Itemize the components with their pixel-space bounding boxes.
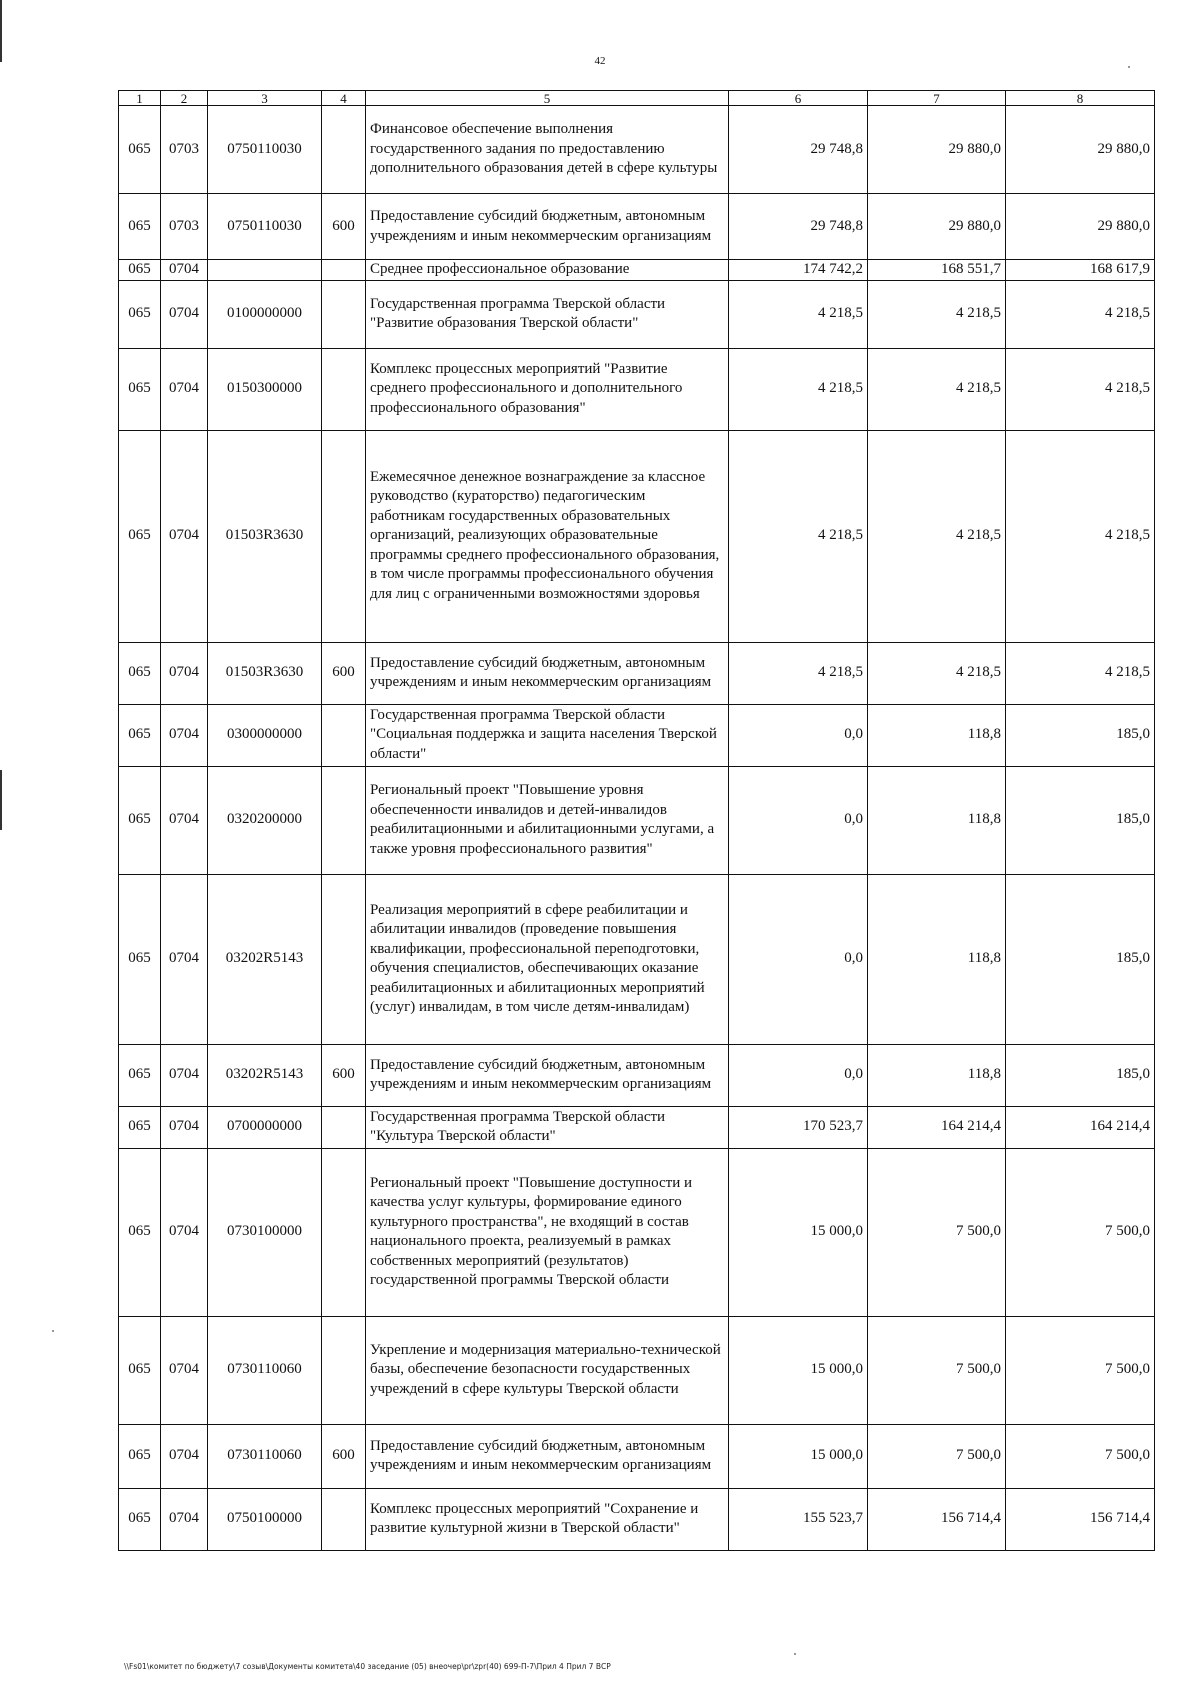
section-code-cell: 0704 xyxy=(161,1148,208,1316)
target-item-cell: 01503R3630 xyxy=(208,430,322,642)
section-code-cell: 0704 xyxy=(161,348,208,430)
target-item-cell: 0100000000 xyxy=(208,280,322,348)
expense-type-cell: 600 xyxy=(322,194,366,260)
amount-col7-cell: 7 500,0 xyxy=(868,1148,1006,1316)
section-code-cell: 0704 xyxy=(161,1316,208,1424)
target-item-cell: 0750100000 xyxy=(208,1488,322,1550)
expense-type-cell xyxy=(322,430,366,642)
amount-col8-cell: 4 218,5 xyxy=(1006,430,1155,642)
column-header: 5 xyxy=(366,91,729,106)
amount-col8-cell: 4 218,5 xyxy=(1006,348,1155,430)
expense-type-cell: 600 xyxy=(322,1044,366,1106)
ved-code-cell: 065 xyxy=(119,1316,161,1424)
amount-col6-cell: 29 748,8 xyxy=(729,194,868,260)
table-row xyxy=(119,280,1155,348)
section-code-cell: 0704 xyxy=(161,260,208,281)
amount-col8-cell: 7 500,0 xyxy=(1006,1148,1155,1316)
amount-col8-cell: 168 617,9 xyxy=(1006,260,1155,281)
item-name-cell: Реализация мероприятий в сфере реабилитации и абилитации инвалидов (проведение повышения квалификации, профессиональной переподготовки, обучения специалистов, обеспечивающих оказание реабилитационных и абилитационных мероприятий (услуг) инвалидам, в том числе детям-инвалидам) xyxy=(366,874,729,1044)
section-code-cell: 0704 xyxy=(161,874,208,1044)
table-row xyxy=(119,430,1155,642)
expense-type-cell xyxy=(322,1148,366,1316)
item-name-cell: Предоставление субсидий бюджетным, автономным учреждениям и иным некоммерческим организациям xyxy=(366,642,729,704)
amount-col8-cell: 4 218,5 xyxy=(1006,280,1155,348)
footer-file-path: \\Fs01\комитет по бюджету\7 созыв\Документы комитета\40 заседание (05) внеочер\pr\zpr(40) 699-П-7\Прил 4 Прил 7 ВСР xyxy=(124,1662,611,1671)
scan-speck xyxy=(794,1653,796,1655)
ved-code-cell: 065 xyxy=(119,1424,161,1488)
amount-col6-cell: 0,0 xyxy=(729,1044,868,1106)
target-item-cell xyxy=(208,260,322,281)
budget-table xyxy=(118,90,1155,1551)
table-row xyxy=(119,704,1155,766)
table-row xyxy=(119,1424,1155,1488)
expense-type-cell xyxy=(322,106,366,194)
column-number-row xyxy=(119,91,1155,106)
amount-col7-cell: 29 880,0 xyxy=(868,106,1006,194)
amount-col8-cell: 185,0 xyxy=(1006,874,1155,1044)
column-header: 6 xyxy=(729,91,868,106)
item-name-cell: Ежемесячное денежное вознаграждение за классное руководство (кураторство) педагогическим работникам государственных образовательных организаций, реализующих образовательные программы среднего профессионального образования, в том числе программы профессионального обучения для лиц с ограниченными возможностями здоровья xyxy=(366,430,729,642)
ved-code-cell: 065 xyxy=(119,106,161,194)
amount-col8-cell: 7 500,0 xyxy=(1006,1424,1155,1488)
ved-code-cell: 065 xyxy=(119,1106,161,1148)
item-name-cell: Региональный проект "Повышение уровня обеспеченности инвалидов и детей-инвалидов реабилитационными и абилитационными услугами, а также уровня профессионального развития" xyxy=(366,766,729,874)
column-header: 1 xyxy=(119,91,161,106)
item-name-cell: Укрепление и модернизация материально-технической базы, обеспечение безопасности государственных учреждений в сфере культуры Тверской области xyxy=(366,1316,729,1424)
item-name-cell: Комплекс процессных мероприятий "Развитие среднего профессионального и дополнительного профессионального образования" xyxy=(366,348,729,430)
item-name-cell: Финансовое обеспечение выполнения государственного задания по предоставлению дополнительного образования детей в сфере культуры xyxy=(366,106,729,194)
amount-col7-cell: 118,8 xyxy=(868,1044,1006,1106)
item-name-cell: Региональный проект "Повышение доступности и качества услуг культуры, формирование единого культурного пространства", не входящий в состав национального проекта, реализуемый в рамках собственных мероприятий (результатов) государственной программы Тверской области xyxy=(366,1148,729,1316)
table-row xyxy=(119,874,1155,1044)
amount-col8-cell: 185,0 xyxy=(1006,1044,1155,1106)
ved-code-cell: 065 xyxy=(119,766,161,874)
section-code-cell: 0703 xyxy=(161,106,208,194)
column-header: 4 xyxy=(322,91,366,106)
amount-col6-cell: 4 218,5 xyxy=(729,280,868,348)
page-number: 42 xyxy=(594,55,606,67)
amount-col6-cell: 29 748,8 xyxy=(729,106,868,194)
amount-col8-cell: 185,0 xyxy=(1006,766,1155,874)
expense-type-cell xyxy=(322,874,366,1044)
ved-code-cell: 065 xyxy=(119,704,161,766)
amount-col7-cell: 168 551,7 xyxy=(868,260,1006,281)
section-code-cell: 0704 xyxy=(161,1044,208,1106)
amount-col7-cell: 7 500,0 xyxy=(868,1424,1006,1488)
item-name-cell: Предоставление субсидий бюджетным, автономным учреждениям и иным некоммерческим организациям xyxy=(366,1044,729,1106)
amount-col8-cell: 4 218,5 xyxy=(1006,642,1155,704)
target-item-cell: 0750110030 xyxy=(208,106,322,194)
amount-col6-cell: 15 000,0 xyxy=(729,1316,868,1424)
amount-col7-cell: 4 218,5 xyxy=(868,642,1006,704)
amount-col6-cell: 15 000,0 xyxy=(729,1424,868,1488)
expense-type-cell xyxy=(322,260,366,281)
item-name-cell: Государственная программа Тверской области "Социальная поддержка и защита населения Тверской области" xyxy=(366,704,729,766)
item-name-cell: Среднее профессиональное образование xyxy=(366,260,729,281)
amount-col7-cell: 164 214,4 xyxy=(868,1106,1006,1148)
expense-type-cell xyxy=(322,280,366,348)
scan-speck xyxy=(52,1330,54,1332)
amount-col7-cell: 4 218,5 xyxy=(868,348,1006,430)
amount-col6-cell: 15 000,0 xyxy=(729,1148,868,1316)
target-item-cell: 0700000000 xyxy=(208,1106,322,1148)
amount-col7-cell: 29 880,0 xyxy=(868,194,1006,260)
ved-code-cell: 065 xyxy=(119,430,161,642)
item-name-cell: Предоставление субсидий бюджетным, автономным учреждениям и иным некоммерческим организациям xyxy=(366,1424,729,1488)
amount-col8-cell: 7 500,0 xyxy=(1006,1316,1155,1424)
table-row xyxy=(119,1106,1155,1148)
table-row xyxy=(119,194,1155,260)
item-name-cell: Государственная программа Тверской области "Культура Тверской области" xyxy=(366,1106,729,1148)
amount-col6-cell: 4 218,5 xyxy=(729,348,868,430)
item-name-cell: Комплекс процессных мероприятий "Сохранение и развитие культурной жизни в Тверской области" xyxy=(366,1488,729,1550)
amount-col8-cell: 164 214,4 xyxy=(1006,1106,1155,1148)
amount-col7-cell: 156 714,4 xyxy=(868,1488,1006,1550)
amount-col7-cell: 4 218,5 xyxy=(868,430,1006,642)
section-code-cell: 0704 xyxy=(161,430,208,642)
amount-col6-cell: 0,0 xyxy=(729,874,868,1044)
target-item-cell: 01503R3630 xyxy=(208,642,322,704)
amount-col7-cell: 118,8 xyxy=(868,704,1006,766)
column-header: 7 xyxy=(868,91,1006,106)
table-row xyxy=(119,1044,1155,1106)
target-item-cell: 03202R5143 xyxy=(208,1044,322,1106)
target-item-cell: 0300000000 xyxy=(208,704,322,766)
ved-code-cell: 065 xyxy=(119,874,161,1044)
column-header: 8 xyxy=(1006,91,1155,106)
table-row xyxy=(119,1488,1155,1550)
item-name-cell: Предоставление субсидий бюджетным, автономным учреждениям и иным некоммерческим организациям xyxy=(366,194,729,260)
expense-type-cell xyxy=(322,1316,366,1424)
ved-code-cell: 065 xyxy=(119,194,161,260)
target-item-cell: 0320200000 xyxy=(208,766,322,874)
expense-type-cell xyxy=(322,1106,366,1148)
item-name-cell: Государственная программа Тверской области "Развитие образования Тверской области" xyxy=(366,280,729,348)
column-header: 2 xyxy=(161,91,208,106)
target-item-cell: 03202R5143 xyxy=(208,874,322,1044)
section-code-cell: 0703 xyxy=(161,194,208,260)
amount-col6-cell: 4 218,5 xyxy=(729,642,868,704)
amount-col8-cell: 185,0 xyxy=(1006,704,1155,766)
target-item-cell: 0150300000 xyxy=(208,348,322,430)
ved-code-cell: 065 xyxy=(119,348,161,430)
target-item-cell: 0730100000 xyxy=(208,1148,322,1316)
section-code-cell: 0704 xyxy=(161,1106,208,1148)
expense-type-cell xyxy=(322,704,366,766)
table-row xyxy=(119,1148,1155,1316)
amount-col6-cell: 0,0 xyxy=(729,766,868,874)
amount-col6-cell: 174 742,2 xyxy=(729,260,868,281)
target-item-cell: 0750110030 xyxy=(208,194,322,260)
section-code-cell: 0704 xyxy=(161,704,208,766)
scan-edge-mark xyxy=(0,0,2,62)
section-code-cell: 0704 xyxy=(161,1424,208,1488)
expense-type-cell: 600 xyxy=(322,642,366,704)
amount-col6-cell: 170 523,7 xyxy=(729,1106,868,1148)
table-row xyxy=(119,260,1155,281)
section-code-cell: 0704 xyxy=(161,1488,208,1550)
target-item-cell: 0730110060 xyxy=(208,1316,322,1424)
amount-col7-cell: 118,8 xyxy=(868,874,1006,1044)
section-code-cell: 0704 xyxy=(161,642,208,704)
ved-code-cell: 065 xyxy=(119,280,161,348)
section-code-cell: 0704 xyxy=(161,280,208,348)
section-code-cell: 0704 xyxy=(161,766,208,874)
amount-col8-cell: 29 880,0 xyxy=(1006,194,1155,260)
amount-col7-cell: 4 218,5 xyxy=(868,280,1006,348)
amount-col7-cell: 7 500,0 xyxy=(868,1316,1006,1424)
amount-col8-cell: 156 714,4 xyxy=(1006,1488,1155,1550)
column-header: 3 xyxy=(208,91,322,106)
table-row xyxy=(119,106,1155,194)
amount-col7-cell: 118,8 xyxy=(868,766,1006,874)
ved-code-cell: 065 xyxy=(119,1148,161,1316)
amount-col6-cell: 4 218,5 xyxy=(729,430,868,642)
amount-col8-cell: 29 880,0 xyxy=(1006,106,1155,194)
table-row xyxy=(119,766,1155,874)
ved-code-cell: 065 xyxy=(119,1488,161,1550)
table-row xyxy=(119,642,1155,704)
table-row xyxy=(119,348,1155,430)
expense-type-cell xyxy=(322,348,366,430)
expense-type-cell xyxy=(322,766,366,874)
ved-code-cell: 065 xyxy=(119,1044,161,1106)
amount-col6-cell: 155 523,7 xyxy=(729,1488,868,1550)
ved-code-cell: 065 xyxy=(119,260,161,281)
ved-code-cell: 065 xyxy=(119,642,161,704)
table-row xyxy=(119,1316,1155,1424)
expense-type-cell: 600 xyxy=(322,1424,366,1488)
amount-col6-cell: 0,0 xyxy=(729,704,868,766)
scan-edge-mark xyxy=(0,770,2,830)
target-item-cell: 0730110060 xyxy=(208,1424,322,1488)
expense-type-cell xyxy=(322,1488,366,1550)
